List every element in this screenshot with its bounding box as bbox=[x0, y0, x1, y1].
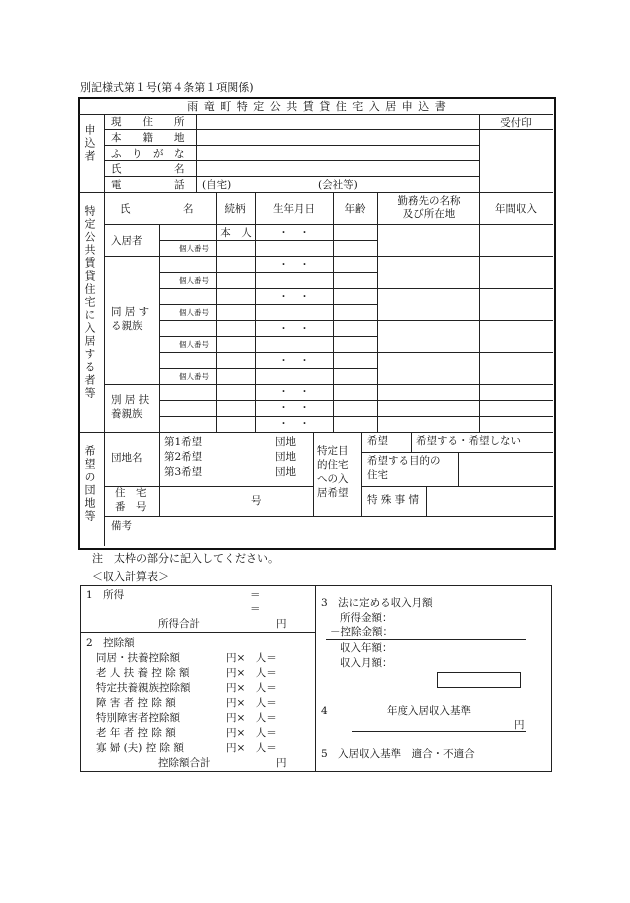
personal-number-label: 個人番号 bbox=[179, 372, 209, 381]
specific-housing-label-3: への入 bbox=[317, 473, 349, 485]
deduction-item: 同居・扶養控除額 bbox=[96, 652, 180, 664]
specific-housing-label: 特定目 bbox=[317, 445, 349, 457]
form-number: 別記様式第１号(第４条第１項関係) bbox=[80, 81, 254, 94]
deduction-item: 老 人 扶 養 控 除 額 bbox=[96, 667, 190, 679]
income-standard-label: 年度入居収入基準 bbox=[387, 705, 471, 717]
equals-sign: ＝ bbox=[250, 603, 261, 615]
col-income: 年間収入 bbox=[495, 203, 537, 215]
col-age: 年齢 bbox=[344, 203, 366, 215]
personal-number-label: 個人番号 bbox=[179, 308, 209, 317]
monthly-income-box[interactable] bbox=[437, 672, 521, 688]
deduction-item: 障 害 者 控 除 額 bbox=[96, 697, 176, 709]
first-choice-label: 第1希望 bbox=[164, 436, 203, 448]
preferred-estate-label: 希望の団地等 bbox=[83, 445, 96, 523]
specific-housing-label-4: 居希望 bbox=[317, 487, 349, 499]
furigana-input[interactable] bbox=[198, 161, 478, 175]
third-choice-label: 第3希望 bbox=[164, 466, 203, 478]
income-amount-label: 所得金額： bbox=[340, 612, 393, 624]
house-number-label: 住 宅 bbox=[115, 487, 147, 499]
birth-date-dots: ・ ・ bbox=[278, 402, 310, 414]
name-label: 氏 名 bbox=[111, 163, 185, 175]
birth-date-dots: ・ ・ bbox=[278, 355, 310, 367]
special-circumstances-label: 特 殊 事 情 bbox=[367, 494, 420, 506]
birth-date-dots: ・ ・ bbox=[278, 386, 310, 398]
personal-number-label: 個人番号 bbox=[179, 340, 209, 349]
yen-unit: 円 bbox=[276, 618, 287, 630]
birth-date-dots: ・ ・ bbox=[278, 323, 310, 335]
estate-suffix: 団地 bbox=[275, 451, 296, 463]
birth-date-dots: ・ ・ bbox=[278, 259, 310, 271]
registered-address-label: 本 籍 地 bbox=[111, 132, 185, 144]
col-relation: 続柄 bbox=[224, 203, 246, 215]
annual-income-label: 収入年額： bbox=[340, 642, 393, 654]
deduction-unit: 円× 人＝ bbox=[226, 697, 277, 709]
yen-unit: 円 bbox=[514, 719, 525, 731]
col-name: 氏 名 bbox=[120, 203, 194, 215]
registered-address-input[interactable] bbox=[198, 146, 478, 159]
residents-section-label: 特定公共賃貸住宅に入居する者等 bbox=[83, 205, 96, 400]
deduction-unit: 円× 人＝ bbox=[226, 742, 277, 754]
specific-housing-label-2: 的住宅 bbox=[317, 459, 349, 471]
deduction-unit: 円× 人＝ bbox=[226, 652, 277, 664]
second-choice-label: 第2希望 bbox=[164, 451, 203, 463]
received-stamp-label: 受付印 bbox=[500, 117, 532, 129]
deduction-heading: 2 控除額 bbox=[86, 637, 135, 649]
col-birthdate: 生年月日 bbox=[273, 203, 315, 215]
income-heading: 1 所得 bbox=[86, 589, 125, 601]
wish-options[interactable]: 希望する・希望しない bbox=[416, 435, 521, 447]
house-number-label-2: 番 号 bbox=[115, 501, 147, 513]
address-label: 現 住 所 bbox=[111, 116, 185, 128]
applicant-label: 申込者 bbox=[83, 124, 96, 163]
phone-company-label: (会社等) bbox=[318, 179, 358, 191]
deduction-item: 特別障害者控除額 bbox=[96, 712, 180, 724]
form-title: 雨 竜 町 特 定 公 共 賃 貸 住 宅 入 居 申 込 書 bbox=[187, 100, 447, 113]
separate-dependents-label: 別 居 扶 bbox=[111, 394, 150, 406]
deduction-amount-label: －控除金額： bbox=[330, 626, 393, 638]
personal-number-label: 個人番号 bbox=[179, 276, 209, 285]
standard-section-number: 4 bbox=[321, 705, 328, 717]
deduction-item: 特定扶養親族控除額 bbox=[96, 682, 191, 694]
monthly-income-label: 収入月額： bbox=[340, 657, 393, 669]
cohabiting-family-label-2: る親族 bbox=[111, 320, 143, 332]
relation-self: 本 人 bbox=[220, 227, 252, 239]
yen-unit: 円 bbox=[276, 757, 287, 769]
purpose-label-2: 住宅 bbox=[367, 469, 388, 481]
calc-title: ＜収入計算表＞ bbox=[92, 570, 169, 583]
col-workplace: 勤務先の名称 bbox=[397, 195, 461, 207]
deduction-total-label: 控除額合計 bbox=[158, 757, 211, 769]
phone-label: 電 話 bbox=[111, 179, 185, 191]
deduction-unit: 円× 人＝ bbox=[226, 727, 277, 739]
house-number-suffix: 号 bbox=[251, 495, 262, 507]
estate-suffix: 団地 bbox=[275, 466, 296, 478]
note: 注 太枠の部分に記入してください。 bbox=[92, 552, 279, 565]
personal-number-label: 個人番号 bbox=[179, 244, 209, 253]
separate-dependents-label-2: 養親族 bbox=[111, 408, 143, 420]
birth-date-dots: ・ ・ bbox=[278, 227, 310, 239]
furigana-label: ふ り が な bbox=[111, 148, 185, 160]
address-input[interactable] bbox=[198, 130, 478, 144]
purpose-label: 希望する目的の bbox=[367, 455, 441, 467]
col-workplace-2: 及び所在地 bbox=[402, 208, 456, 220]
occupant-label: 入居者 bbox=[111, 235, 143, 247]
birth-date-dots: ・ ・ bbox=[278, 418, 310, 430]
phone-home-label: (自宅) bbox=[202, 179, 232, 191]
cohabiting-family-label: 同 居 す bbox=[111, 306, 150, 318]
monthly-income-heading: 3 法に定める収入月額 bbox=[321, 597, 433, 609]
eligibility-label: 5 入居収入基準 適合・不適合 bbox=[321, 748, 475, 760]
estate-name-label: 団地名 bbox=[111, 452, 143, 464]
deduction-item: 寡 婦 (夫) 控 除 額 bbox=[96, 742, 184, 754]
wish-label: 希望 bbox=[367, 435, 388, 447]
deduction-unit: 円× 人＝ bbox=[226, 712, 277, 724]
deduction-unit: 円× 人＝ bbox=[226, 667, 277, 679]
income-total-label: 所得合計 bbox=[158, 618, 200, 630]
remarks-label: 備考 bbox=[111, 520, 132, 532]
birth-date-dots: ・ ・ bbox=[278, 291, 310, 303]
estate-suffix: 団地 bbox=[275, 436, 296, 448]
equals-sign: ＝ bbox=[250, 589, 261, 601]
deduction-unit: 円× 人＝ bbox=[226, 682, 277, 694]
deduction-item: 老 年 者 控 除 額 bbox=[96, 727, 176, 739]
